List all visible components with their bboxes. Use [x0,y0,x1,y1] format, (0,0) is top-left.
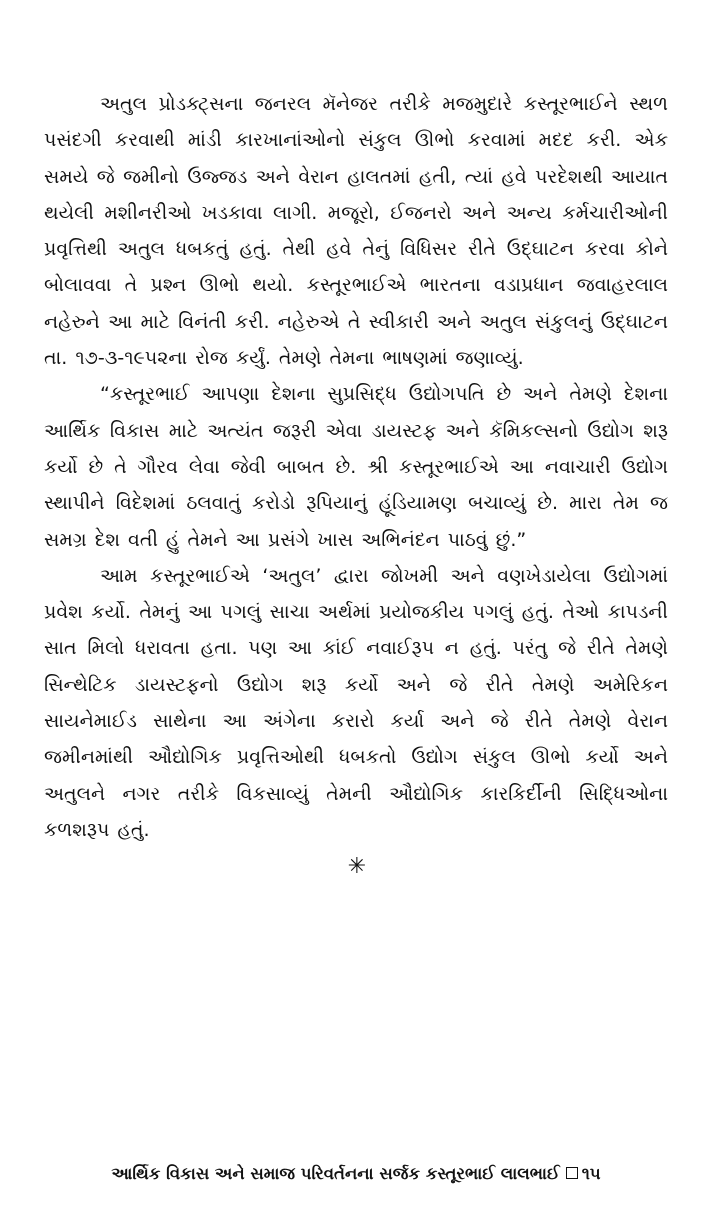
page-footer [44,1162,668,1186]
footer-book-title: આર્થિક વિકાસ અને સમાજ પરિવર્તનના સર્જક કસ્તૂરભાઈ લાલભાઈ [111,1164,560,1183]
footer-square-icon [566,1167,578,1179]
section-divider-asterisk: ✳ [347,854,367,880]
paragraph-conclusion: આમ કસ્તૂરભાઈએ ‘અતુલ’ દ્વારા જોખમી અને વણખેડાયેલા ઉદ્યોગમાં પ્રવેશ કર્યો. તેમનું આ પગલું સાચા અર્થમાં પ્રયોજકીય પગલું હતું. તેઓ કાપડની સાત મિલો ધરાવતા હતા. પણ આ કાંઈ નવાઈરૂપ ન હતું. પરંતુ જે રીતે તેમણે સિન્થેટિક ડાયસ્ટફનો ઉદ્યોગ શરૂ કર્યો અને જે રીતે તેમણે અમેરિકન સાયનેમાઈડ સાથેના આ અંગેના કરારો કર્યા અને જે રીતે તેમણે વેરાન જમીનમાંથી ઔદ્યોગિક પ્રવૃત્તિઓથી ધબકતો ઉદ્યોગ સંકુલ ઊભો કર્યો અને અતુલને નગર તરીકે વિકસાવ્યું તેમની ઔદ્યોગિક કારકિર્દીની સિદ્ધિઓના કળશરૂપ હતું. [44,564,668,841]
paragraph-nehru-quote: “કસ્તૂરભાઈ આપણા દેશના સુપ્રસિદ્ધ ઉદ્યોગપતિ છે અને તેમણે દેશના આર્થિક વિકાસ માટે અત્યંત જરૂરી એવા ડાયસ્ટફ અને કૅમિકલ્સનો ઉદ્યોગ શરૂ કર્યો છે તે ગૌરવ લેવા જેવી બાબત છે. શ્રી કસ્તૂરભાઈએ આ નવાચારી ઉદ્યોગ સ્થાપીને વિદેશમાં ઠલવાતું કરોડો રૂપિયાનું હૂંડિયામણ બચાવ્યું છે. મારા તેમ જ સમગ્ર દેશ વતી હું તેમને આ પ્રસંગે ખાસ અભિનંદન પાઠવું છું.” [44,383,668,551]
page-number: ૧૫ [581,1164,601,1183]
page-body [44,86,668,882]
paragraph-atul-inauguration: અતુલ પ્રોડક્ટ્સના જનરલ મૅનેજર તરીકે મજમુદારે કસ્તૂરભાઈને સ્થળ પસંદગી કરવાથી માંડી કારખાનાંઓનો સંકુલ ઊભો કરવામાં મદદ કરી. એક સમયે જે જમીનો ઉજ્જડ અને વેરાન હાલતમાં હતી, ત્યાં હવે પરદેશથી આયાત થયેલી મશીનરીઓ ખડકાવા લાગી. મજૂરો, ઈજનરો અને અન્ય કર્મચારીઓની પ્રવૃત્તિથી અતુલ ધબકતું હતું. તેથી હવે તેનું વિધિસર રીતે ઉદ્‌ઘાટન કરવા કોને બોલાવવા તે પ્રશ્ન ઊભો થયો. કસ્તૂરભાઈએ ભારતના વડાપ્રધાન જવાહરલાલ નહેરુને આ માટે વિનંતી કરી. નહેરુએ તે સ્વીકારી અને અતુલ સંકુલનું ઉદ્‌ઘાટન તા. ૧૭-૩-૧૯૫૨ના રોજ કર્યું. તેમણે તેમના ભાષણમાં જણાવ્યું. [44,93,668,370]
